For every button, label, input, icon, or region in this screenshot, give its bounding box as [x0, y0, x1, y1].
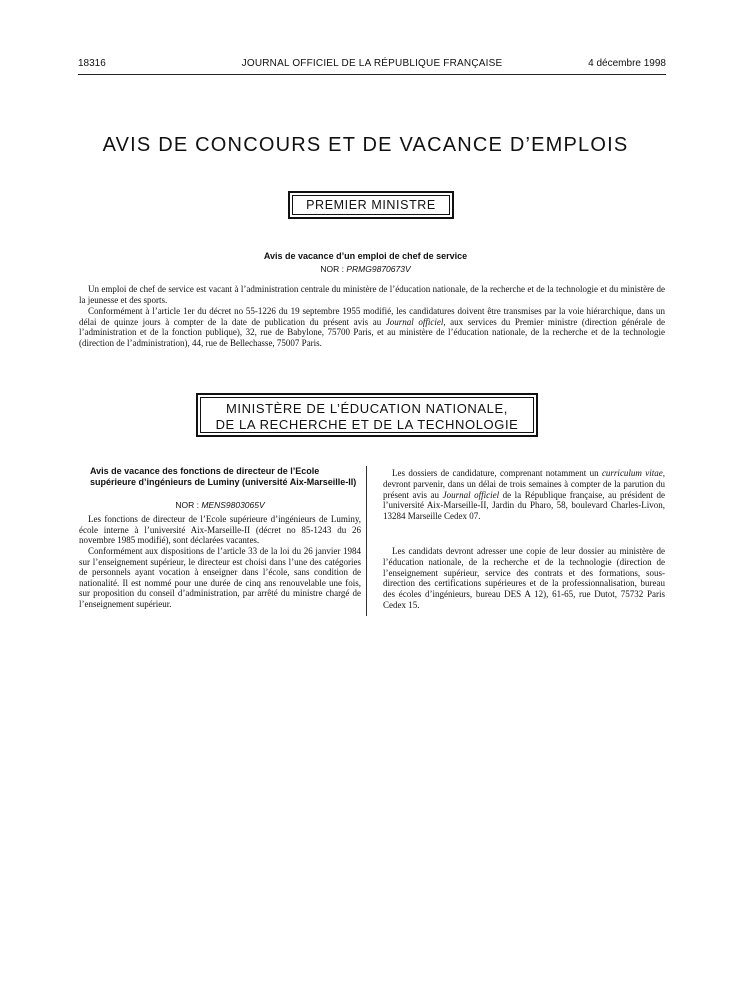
paragraph-candidatures-text-a: Conformément à l’article 1er du décret no 55-1226 du 19 septembre 1955 modifié, les candidatures doivent être transmises par la voie hiérarchique, dans un délai de quinze jours à compter de la date de publication du présent avis au	[79, 306, 665, 327]
section-heading-premier-ministre: PREMIER MINISTRE	[288, 191, 454, 219]
notice-title-directeur-ecole: Avis de vacance des fonctions de directeur de l’Ecole supérieure d’ingénieurs de Luminy (université Aix-Marseille-II)	[90, 466, 357, 487]
nor-code: PRMG9870673V	[346, 264, 411, 274]
page-number: 18316	[78, 58, 106, 69]
section-heading-ministere	[196, 393, 538, 437]
journal-officiel-ref: Journal officiel,	[385, 316, 446, 327]
header-rule	[78, 74, 666, 75]
paragraph-emploi-vacant: Un emploi de chef de service est vacant à l’administration centrale du ministère de l’éducation nationale, de la recherche et de la technologie et du ministère de la jeunesse et des sports.	[79, 284, 665, 305]
page-title: AVIS DE CONCOURS ET DE VACANCE D’EMPLOIS	[102, 134, 629, 156]
nor-label-ecole: NOR :	[175, 500, 199, 510]
dossiers-text-b: devront parvenir, dans un délai de trois semaines à compter de la parution du présent avis au	[383, 478, 665, 500]
dossiers-text-c: de la République française, au président de l’université Aix-Marseille-II, Jardin du Pharo, 58, boulevard Charles-Livon, 13284 Marseille Cedex 07.	[383, 489, 666, 522]
running-header	[78, 58, 666, 72]
paragraph-conditions-nomination: Conformément aux dispositions de l’article 33 de la loi du 26 janvier 1984 sur l’enseignement supérieur, le directeur est choisi dans l’une des catégories de personnels ayant vocation à enseigner dans l’école, sans condition de nationalité. Il est nommé pour une durée de cinq ans renouvelable une fois, sur proposition du conseil d’administration, par arrêté du ministre chargé de l’enseignement supérieur.	[79, 546, 361, 609]
column-divider	[366, 466, 367, 616]
paragraph-copie-dossier: Les candidats devront adresser une copie de leur dossier au ministère de l’éducation nationale, de la recherche et de la technologie (direction de l’enseignement supérieur, service des contrats et des formations, sous-direction des certifications supérieures et de la professionnalisation, bureau des écoles d’ingénieurs, bureau DES A 12), 61-65, rue Dutot, 75732 Paris Cedex 15.	[383, 546, 665, 610]
paragraph-candidatures-text-b: aux services du Premier ministre (direction générale de l’administration et de la fonction publique), 32, rue de Babylone, 75700 Paris, et au ministère de l’éducation nationale, de la recherche et de la technologie (direction de l’administration), 44, rue de Bellechasse, 75007 Paris.	[79, 316, 666, 348]
issue-date: 4 décembre 1998	[588, 58, 666, 69]
dossiers-text-a: Les dossiers de candidature, comprenant notamment un	[392, 468, 599, 478]
nor-reference-ecole	[79, 500, 361, 510]
ministere-heading-line-1: MINISTÈRE DE L’ÉDUCATION NATIONALE,	[225, 401, 508, 416]
journal-officiel-ref-2: Journal officiel	[442, 489, 500, 500]
nor-reference	[0, 264, 731, 274]
curriculum-vitae-ref: curriculum vitae,	[601, 468, 665, 478]
paragraph-dossiers-candidature	[383, 468, 665, 522]
journal-name: JOURNAL OFFICIEL DE LA RÉPUBLIQUE FRANÇAISE	[241, 58, 503, 69]
notice-title-chef-de-service: Avis de vacance d’un emploi de chef de service	[263, 251, 468, 261]
nor-code-ecole: MENS9803065V	[201, 500, 265, 510]
ministere-heading-line-2: DE LA RECHERCHE ET DE LA TECHNOLOGIE	[215, 417, 519, 432]
nor-label: NOR :	[320, 264, 344, 274]
paragraph-candidatures	[79, 306, 665, 348]
paragraph-fonctions-directeur: Les fonctions de directeur de l’Ecole supérieure d’ingénieurs de Luminy, école interne à l’université Aix-Marseille-II (décret no 85-1243 du 26 novembre 1985 modifié), sont déclarées vacantes.	[79, 514, 361, 546]
